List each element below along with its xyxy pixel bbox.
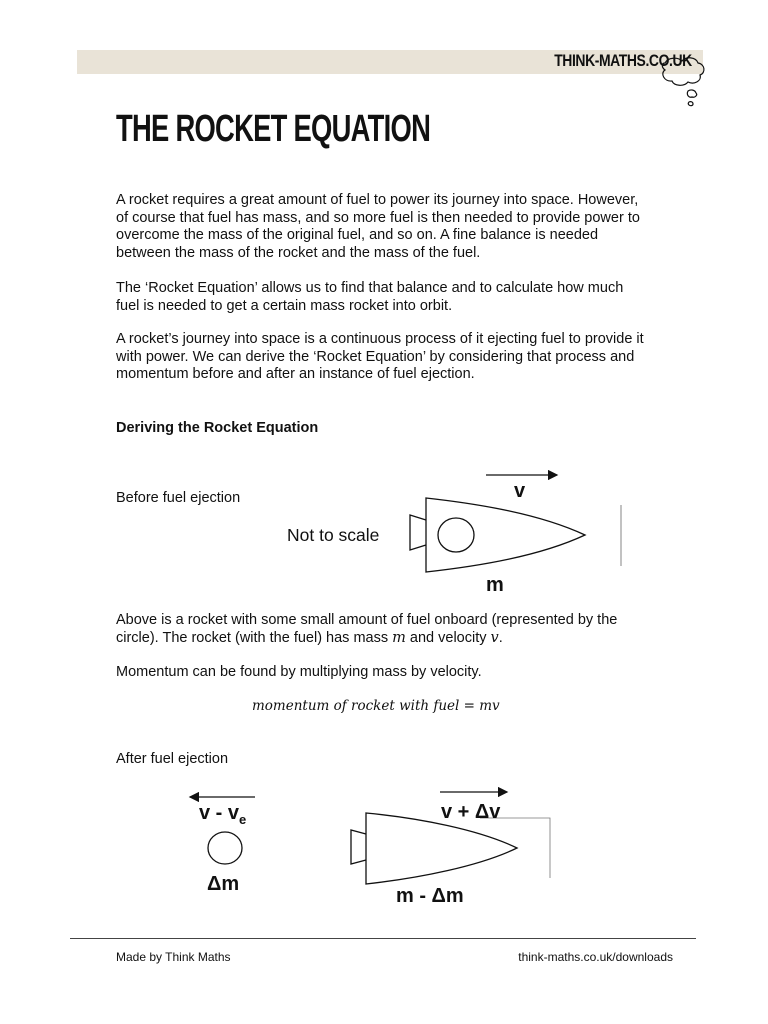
momentum-paragraph: Momentum can be found by multiplying mass by velocity. [116, 664, 482, 680]
before-rocket-body [426, 498, 585, 572]
before-velocity-label: v [514, 480, 526, 502]
after-label: After fuel ejection [116, 751, 229, 767]
before-mass-label: m [486, 574, 504, 596]
momentum-formula: momentum of rocket with fuel = mv [252, 698, 500, 714]
fuel-mass-label: Δm [207, 873, 240, 895]
intro-paragraph-2: The ‘Rocket Equation’ allows us to find that balance and to calculate how much fuel is needed to get a certain mass rocket into orbit. [116, 280, 624, 314]
section-heading: Deriving the Rocket Equation [116, 420, 319, 436]
page-title: THE ROCKET EQUATION [116, 108, 431, 150]
ejected-fuel-circle [208, 832, 242, 864]
after-rocket-nozzle [351, 830, 366, 864]
intro-paragraph-3: A rocket’s journey into space is a continuous process of it ejecting fuel to provide it with power. We can derive the ‘Rocket Equation’ by considering that process and momentum before and after an instance of fuel ejection. [116, 331, 644, 382]
fuel-velocity-label: v - $v_e$ [199, 802, 247, 827]
footer-divider [70, 938, 696, 939]
rocket-mass-label: m - Δm [396, 885, 464, 907]
before-fuel-circle [438, 518, 474, 552]
explanation-paragraph: Above is a rocket with some small amount of fuel onboard (represented by the circle). The rocket (with the fuel) has mass m and velocity v. [116, 612, 618, 646]
intro-paragraph-1: A rocket requires a great amount of fuel to power its journey into space. However, of course that fuel has mass, and so more fuel is then needed to provide power to overcome the mass of the original fuel, and so on. A fine balance is needed between the mass of the rocket and the mass of the fuel. [116, 192, 640, 261]
rocket-velocity-label: v + Δv [441, 801, 501, 823]
before-rocket-nozzle [410, 515, 426, 550]
brand-logo[interactable]: THINK-MATHS.CO.UK [554, 51, 692, 70]
before-label: Before fuel ejection [116, 490, 241, 506]
footer-credit: Made by Think Maths [116, 950, 231, 964]
not-to-scale-note: Not to scale [287, 525, 380, 545]
footer-link[interactable]: think-maths.co.uk/downloads [518, 950, 673, 964]
